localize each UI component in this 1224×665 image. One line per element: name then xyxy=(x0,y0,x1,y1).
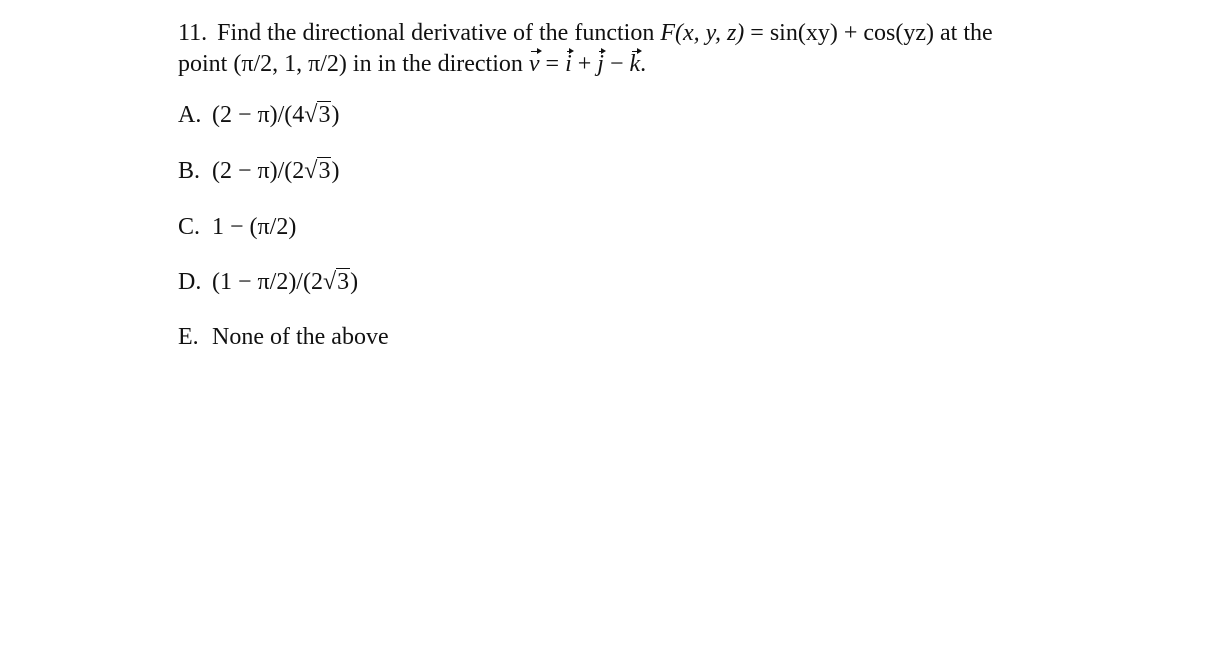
vector-v: v xyxy=(529,49,540,80)
option-letter: D. xyxy=(178,269,202,295)
vector-j: j xyxy=(597,49,604,80)
option-expression-pre: (2 − π)/(4 xyxy=(212,102,305,128)
option-expression-pre: (2 − π)/(2 xyxy=(212,158,305,184)
sqrt-expression: √3 xyxy=(322,269,350,295)
function-args: (x, y, z) xyxy=(674,20,745,46)
option-expression-pre: (1 − π/2)/(2 xyxy=(212,269,323,295)
option-c[interactable] xyxy=(178,212,296,242)
sqrt-expression: √3 xyxy=(304,158,331,184)
period: . xyxy=(640,51,647,77)
option-letter: C. xyxy=(178,214,201,240)
question-line-1 xyxy=(178,18,1098,49)
sqrt-expression: √3 xyxy=(304,102,331,128)
sqrt-argument: 3 xyxy=(318,158,331,184)
minus-sign: − xyxy=(603,51,630,77)
option-b[interactable] xyxy=(178,156,339,186)
question-text-3: point xyxy=(178,51,228,77)
equals-sign-2: = xyxy=(539,51,566,77)
vector-k: k xyxy=(630,49,641,80)
function-name: F xyxy=(660,20,675,46)
vector-i: i xyxy=(565,49,572,80)
question-11 xyxy=(178,18,1098,80)
function-rhs: sin(xy) + cos(yz) xyxy=(769,20,934,46)
option-expression-post: ) xyxy=(331,158,340,184)
plus-sign-1: + xyxy=(571,51,598,77)
point-coordinates: (π/2, 1, π/2) xyxy=(233,51,347,77)
question-text-1: Find the directional derivative of the function xyxy=(217,20,655,46)
option-expression: None of the above xyxy=(212,324,389,350)
option-a[interactable] xyxy=(178,100,339,130)
option-d[interactable] xyxy=(178,267,358,297)
option-expression-post: ) xyxy=(350,269,359,295)
option-letter: A. xyxy=(178,102,202,128)
question-text-2: at the xyxy=(934,20,993,46)
question-line-2 xyxy=(178,49,1098,80)
question-number: 11. xyxy=(178,20,208,46)
sqrt-argument: 3 xyxy=(318,102,331,128)
sqrt-argument: 3 xyxy=(337,269,350,295)
option-e[interactable] xyxy=(178,322,389,352)
option-letter: B. xyxy=(178,158,201,184)
option-letter: E. xyxy=(178,324,199,350)
question-text-4: in in the direction xyxy=(346,51,529,77)
option-expression: 1 − (π/2) xyxy=(212,214,297,240)
equals-sign: = xyxy=(744,20,770,46)
option-expression-post: ) xyxy=(331,102,340,128)
